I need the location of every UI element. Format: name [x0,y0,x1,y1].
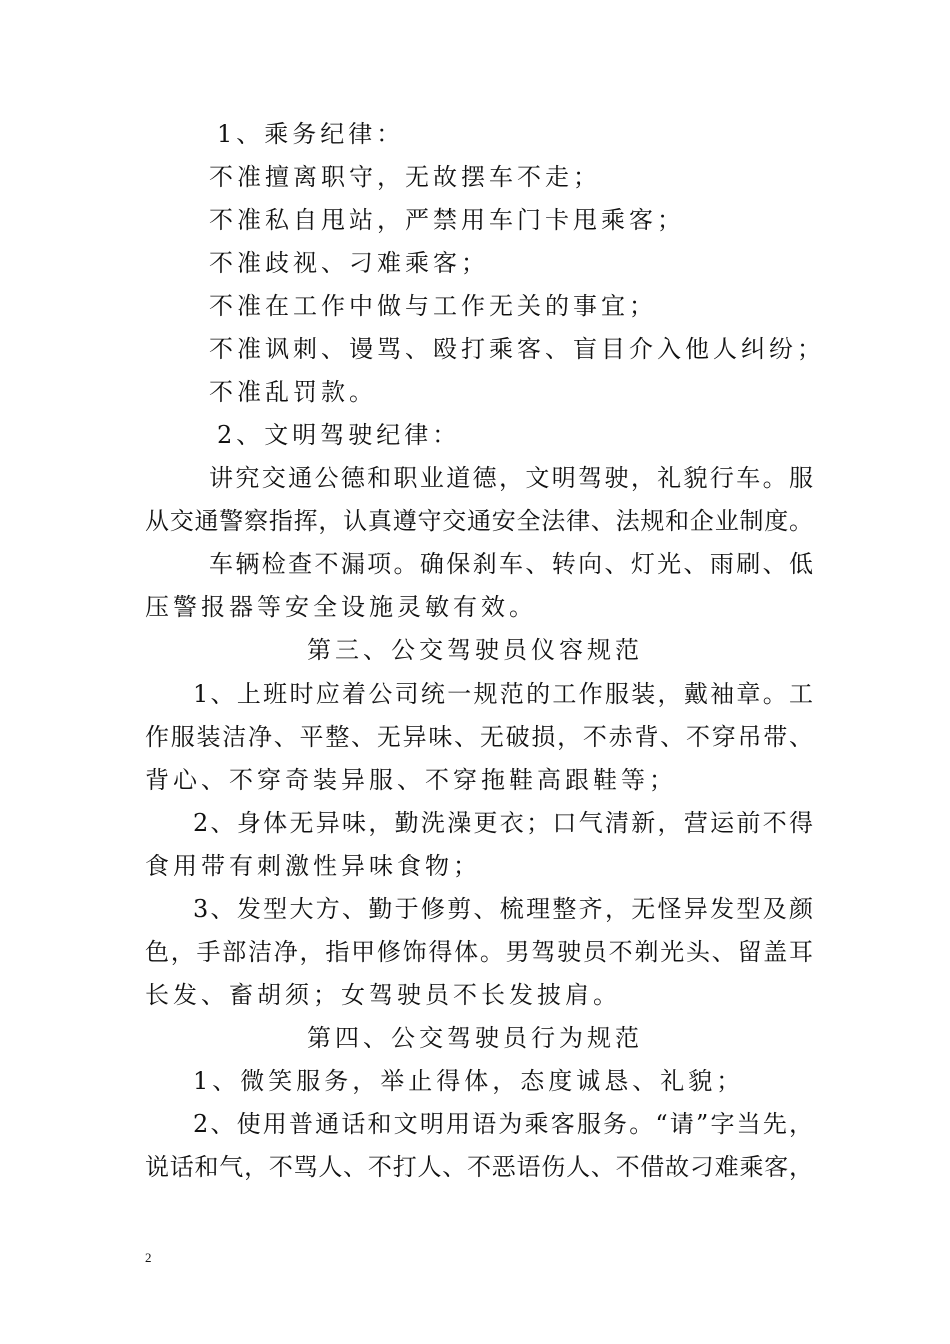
text-line: 2、使用普通话和文明用语为乘客服务。“请”字当先， [193,1110,813,1138]
text-line: 作服装洁净、平整、无异味、无破损，不赤背、不穿吊带、 [145,723,813,751]
text-line: 不准私自甩站，严禁用车门卡甩乘客； [209,206,685,234]
text-line: 背心、不穿奇装异服、不穿拖鞋高跟鞋等； [145,766,677,794]
text-line: 色，手部洁净，指甲修饰得体。男驾驶员不剃光头、留盖耳 [145,938,813,966]
section-heading: 第三、公交驾驶员仪容规范 [307,636,643,664]
text-line: 讲究交通公德和职业道德，文明驾驶，礼貌行车。服 [209,464,813,492]
text-line: 不准歧视、刁难乘客； [209,249,489,277]
text-line: 3、发型大方、勤于修剪、梳理整齐，无怪异发型及颜 [193,895,813,923]
text-line: 食用带有刺激性异味食物； [145,852,481,880]
text-line: 1、乘务纪律： [217,120,405,148]
text-line: 不准讽刺、谩骂、殴打乘客、盲目介入他人纠纷； [209,335,825,363]
page-number: 2 [145,1250,152,1265]
text-line: 2、文明驾驶纪律： [217,421,461,449]
section-heading: 第四、公交驾驶员行为规范 [307,1024,643,1052]
text-line: 车辆检查不漏项。确保刹车、转向、灯光、雨刷、低 [209,550,813,578]
text-line: 1、上班时应着公司统一规范的工作服装，戴袖章。工 [193,680,813,708]
text-line: 不准乱罚款。 [209,378,377,406]
text-line: 从交通警察指挥，认真遵守交通安全法律、法规和企业制度。 [145,507,813,535]
text-line: 不准擅离职守，无故摆车不走； [209,163,601,191]
text-line: 压警报器等安全设施灵敏有效。 [145,593,537,621]
text-line: 1、微笑服务，举止得体，态度诚恳、礼貌； [193,1067,745,1095]
text-line: 长发、畜胡须；女驾驶员不长发披肩。 [145,981,621,1009]
text-line: 2、身体无异味，勤洗澡更衣；口气清新，营运前不得 [193,809,813,837]
text-line: 说话和气，不骂人、不打人、不恶语伤人、不借故刁难乘客， [145,1153,813,1181]
text-line: 不准在工作中做与工作无关的事宜； [209,292,657,320]
